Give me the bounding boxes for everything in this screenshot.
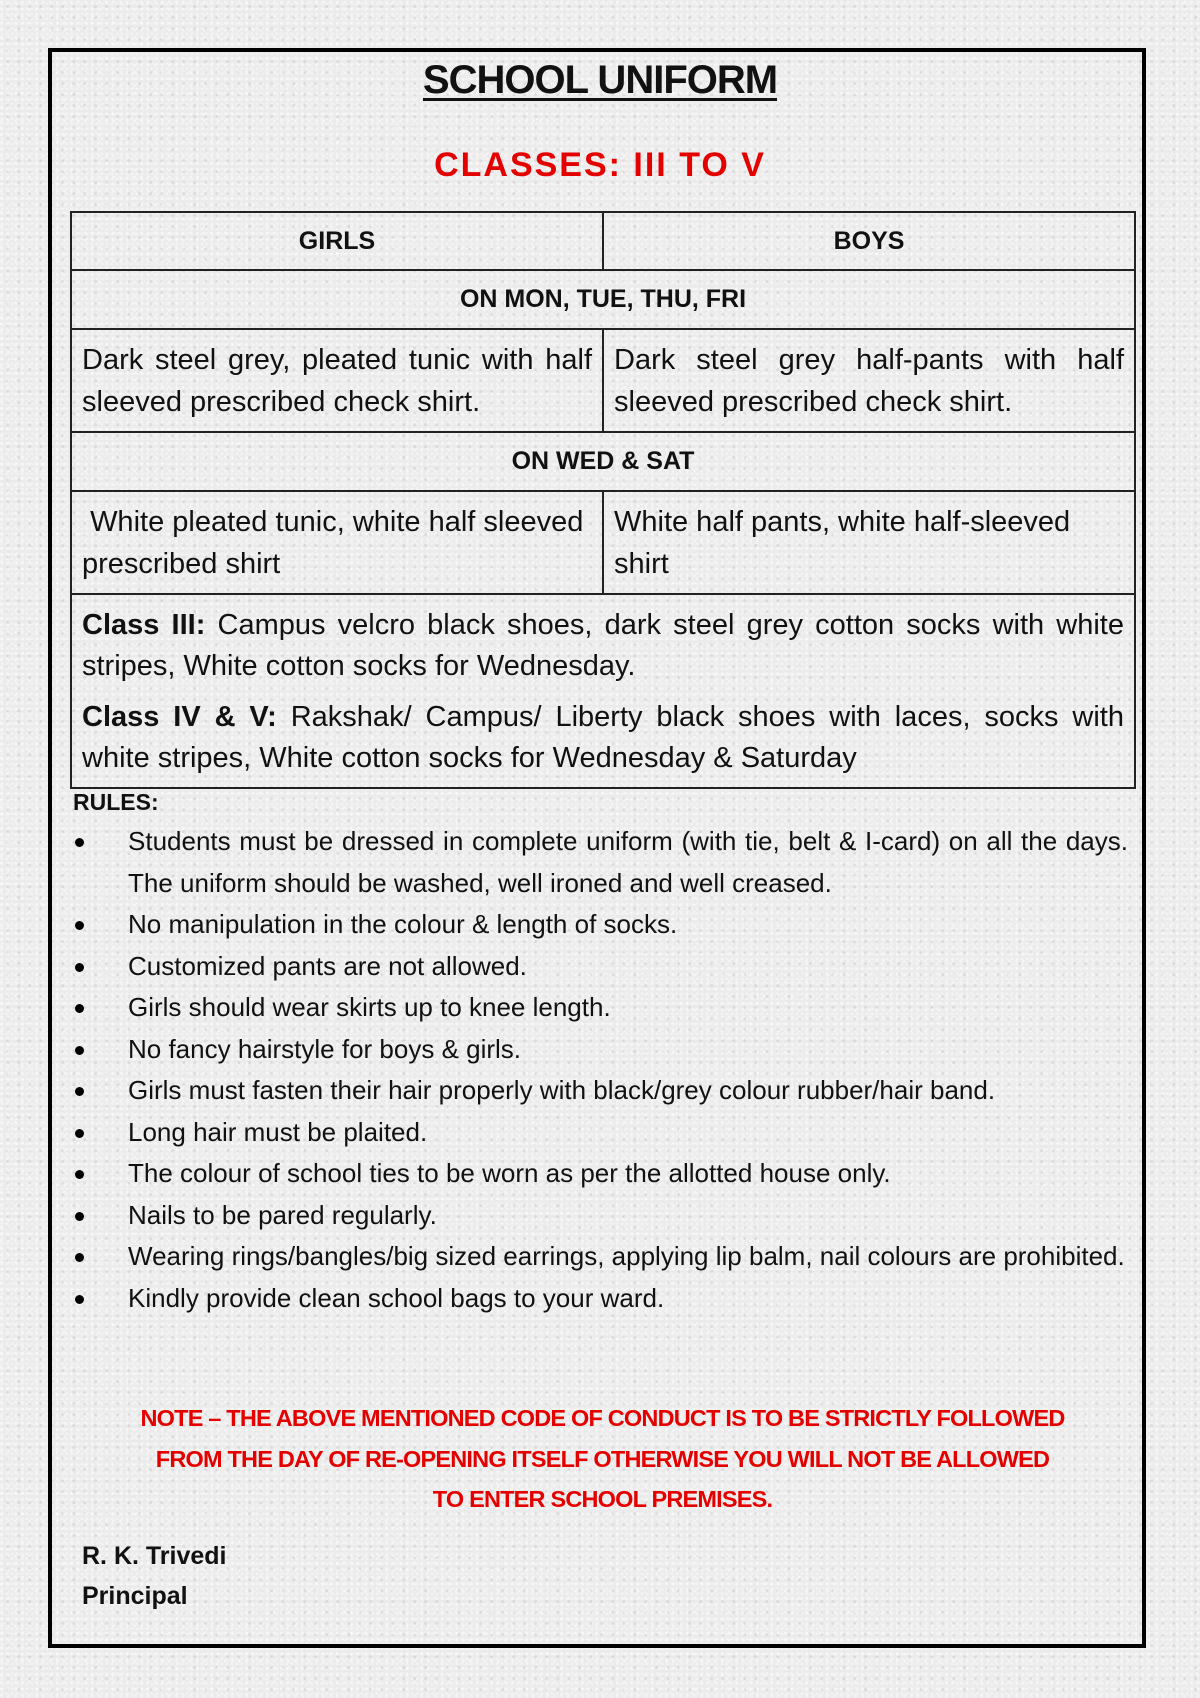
rules-heading: RULES:	[73, 789, 159, 815]
bullet-icon	[75, 963, 84, 972]
class-iv-v-label: Class IV & V:	[82, 701, 277, 733]
note-line: FROM THE DAY OF RE-OPENING ITSELF OTHERWISE YOU WILL NOT BE ALLOWED	[155, 1445, 1050, 1472]
signature-block	[82, 1536, 226, 1616]
bullet-icon	[75, 1170, 84, 1179]
list-item: No fancy hairstyle for boys & girls.	[73, 1029, 1128, 1071]
table-header-row	[71, 212, 1135, 270]
table-section-row	[71, 270, 1135, 329]
list-item: Customized pants are not allowed.	[73, 946, 1128, 988]
signatory-designation: Principal	[82, 1582, 188, 1610]
girls-wed-sat-uniform: White pleated tunic, white half sleeved prescribed shirt	[71, 491, 603, 594]
class-iii-shoes: Class III: Campus velcro black shoes, dark steel grey cotton socks with white stripes, White cotton socks for Wednesday.	[82, 609, 1124, 682]
note-line: NOTE – THE ABOVE MENTIONED CODE OF CONDUCT IS TO BE STRICTLY FOLLOWED	[140, 1405, 1065, 1431]
note-line: TO ENTER SCHOOL PREMISES.	[432, 1486, 773, 1512]
boys-wed-sat-uniform: White half pants, white half-sleeved shirt	[603, 491, 1135, 594]
list-item: Girls must fasten their hair properly with black/grey colour rubber/hair band.	[73, 1070, 1128, 1112]
shoes-and-socks-cell	[71, 594, 1135, 788]
bullet-icon	[75, 1212, 84, 1221]
bullet-icon	[75, 1087, 84, 1096]
girls-weekday-uniform: Dark steel grey, pleated tunic with half sleeved prescribed check shirt.	[71, 329, 603, 432]
section-wed-sat: ON WED & SAT	[71, 432, 1135, 491]
class-iv-v-shoes: Class IV & V: Rakshak/ Campus/ Liberty black shoes with laces, socks with white stripes, White cotton socks for Wednesday & Saturday	[82, 701, 1124, 774]
boys-weekday-uniform: Dark steel grey half-pants with half sleeved prescribed check shirt.	[603, 329, 1135, 432]
list-item: Wearing rings/bangles/big sized earrings, applying lip balm, nail colours are prohibited.	[73, 1236, 1128, 1278]
bullet-icon	[75, 1295, 84, 1304]
column-header-boys: BOYS	[603, 212, 1135, 270]
bullet-icon	[75, 1004, 84, 1013]
table-row	[71, 491, 1135, 594]
list-item: Kindly provide clean school bags to your ward.	[73, 1278, 1128, 1320]
conduct-note	[80, 1398, 1125, 1520]
column-header-girls: GIRLS	[71, 212, 603, 270]
bullet-icon	[75, 1046, 84, 1055]
bullet-icon	[75, 838, 84, 847]
list-item: The colour of school ties to be worn as per the allotted house only.	[73, 1153, 1128, 1195]
bullet-icon	[75, 1129, 84, 1138]
list-item: Long hair must be plaited.	[73, 1112, 1128, 1154]
table-row	[71, 594, 1135, 788]
list-item: Nails to be pared regularly.	[73, 1195, 1128, 1237]
list-item: Girls should wear skirts up to knee length.	[73, 987, 1128, 1029]
document-title: SCHOOL UNIFORM	[422, 58, 778, 102]
section-mon-tue-thu-fri: ON MON, TUE, THU, FRI	[71, 270, 1135, 329]
signatory-name: R. K. Trivedi	[82, 1542, 227, 1570]
list-item: No manipulation in the colour & length of socks.	[73, 904, 1128, 946]
uniform-table	[70, 211, 1136, 789]
table-section-row	[71, 432, 1135, 491]
classes-heading: CLASSES: III TO V	[434, 146, 766, 184]
table-row	[71, 329, 1135, 432]
bullet-icon	[75, 921, 84, 930]
bullet-icon	[75, 1253, 84, 1262]
list-item: Students must be dressed in complete uniform (with tie, belt & I-card) on all the days. The uniform should be washed, well ironed and well creased.	[73, 821, 1128, 904]
class-iii-label: Class III:	[82, 609, 206, 641]
rules-list	[73, 821, 1128, 1319]
